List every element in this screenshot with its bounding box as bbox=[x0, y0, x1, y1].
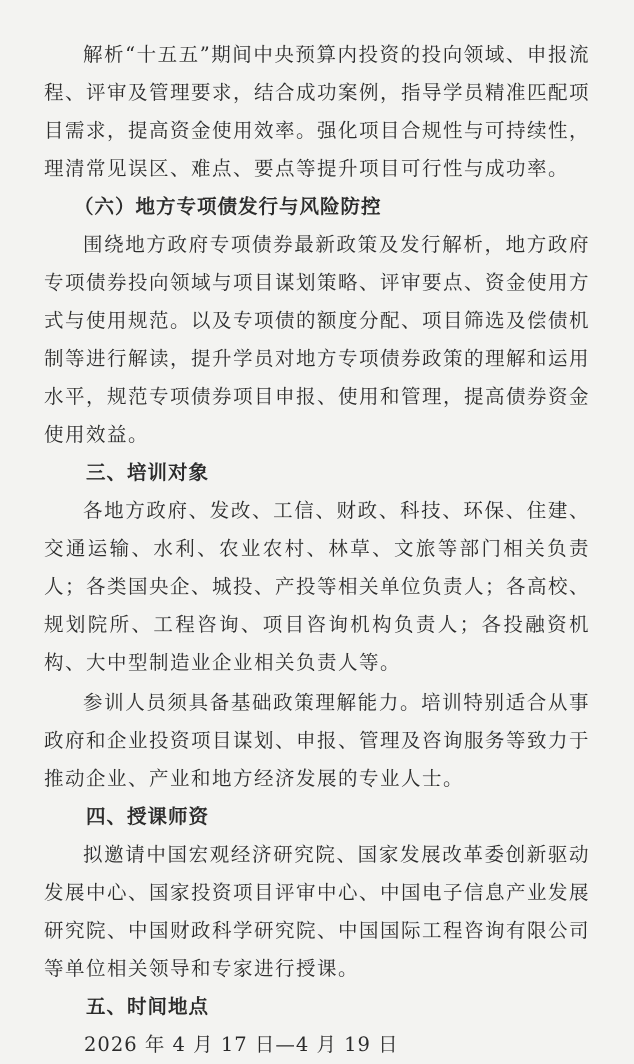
subsection-6-paragraph: 围绕地方政府专项债券最新政策及发行解析，地方政府专项债券投向领域与项目谋划策略、评审要点、资金使用方式与使用规范。以及专项债的额度分配、项目筛选及偿债机制等进行解读，提升学员对地方专项债券政策的理解和运用水平，规范专项债券项目申报、使用和管理，提高债券资金使用效益。 bbox=[44, 233, 591, 446]
section-4-title: 四、授课师资 bbox=[86, 805, 210, 828]
section-4-paragraph: 拟邀请中国宏观经济研究院、国家发展改革委创新驱动发展中心、国家投资项目评审中心、中国电子信息产业发展研究院、中国财政科学研究院、中国国际工程咨询有限公司等单位相关领导和专家进行授课。 bbox=[44, 843, 591, 980]
section-3-title: 三、培训对象 bbox=[86, 461, 210, 484]
section-5-title: 五、时间地点 bbox=[86, 995, 210, 1018]
section-3-paragraph-2: 参训人员须具备基础政策理解能力。培训特别适合从事政府和企业投资项目谋划、申报、管理及咨询服务等致力于推动企业、产业和地方经济发展的专业人士。 bbox=[44, 691, 591, 790]
intro-paragraph: 解析“十五五”期间中央预算内投资的投向领域、申报流程、评审及管理要求，结合成功案例，指导学员精准匹配项目需求，提高资金使用效率。强化项目合规性与可持续性，理清常见误区、难点、要点等提升项目可行性与成功率。 bbox=[44, 43, 591, 180]
section-5-date: 2026 年 4 月 17 日—4 月 19 日 bbox=[84, 1033, 399, 1056]
section-3-paragraph-1: 各地方政府、发改、工信、财政、科技、环保、住建、交通运输、水利、农业农村、林草、文旅等部门相关负责人；各类国央企、城投、产投等相关单位负责人；各高校、规划院所、工程咨询、项目咨询机构负责人；各投融资机构、大中型制造业企业相关负责人等。 bbox=[44, 499, 591, 674]
subsection-6-title: （六）地方专项债发行与风险防控 bbox=[74, 195, 382, 218]
